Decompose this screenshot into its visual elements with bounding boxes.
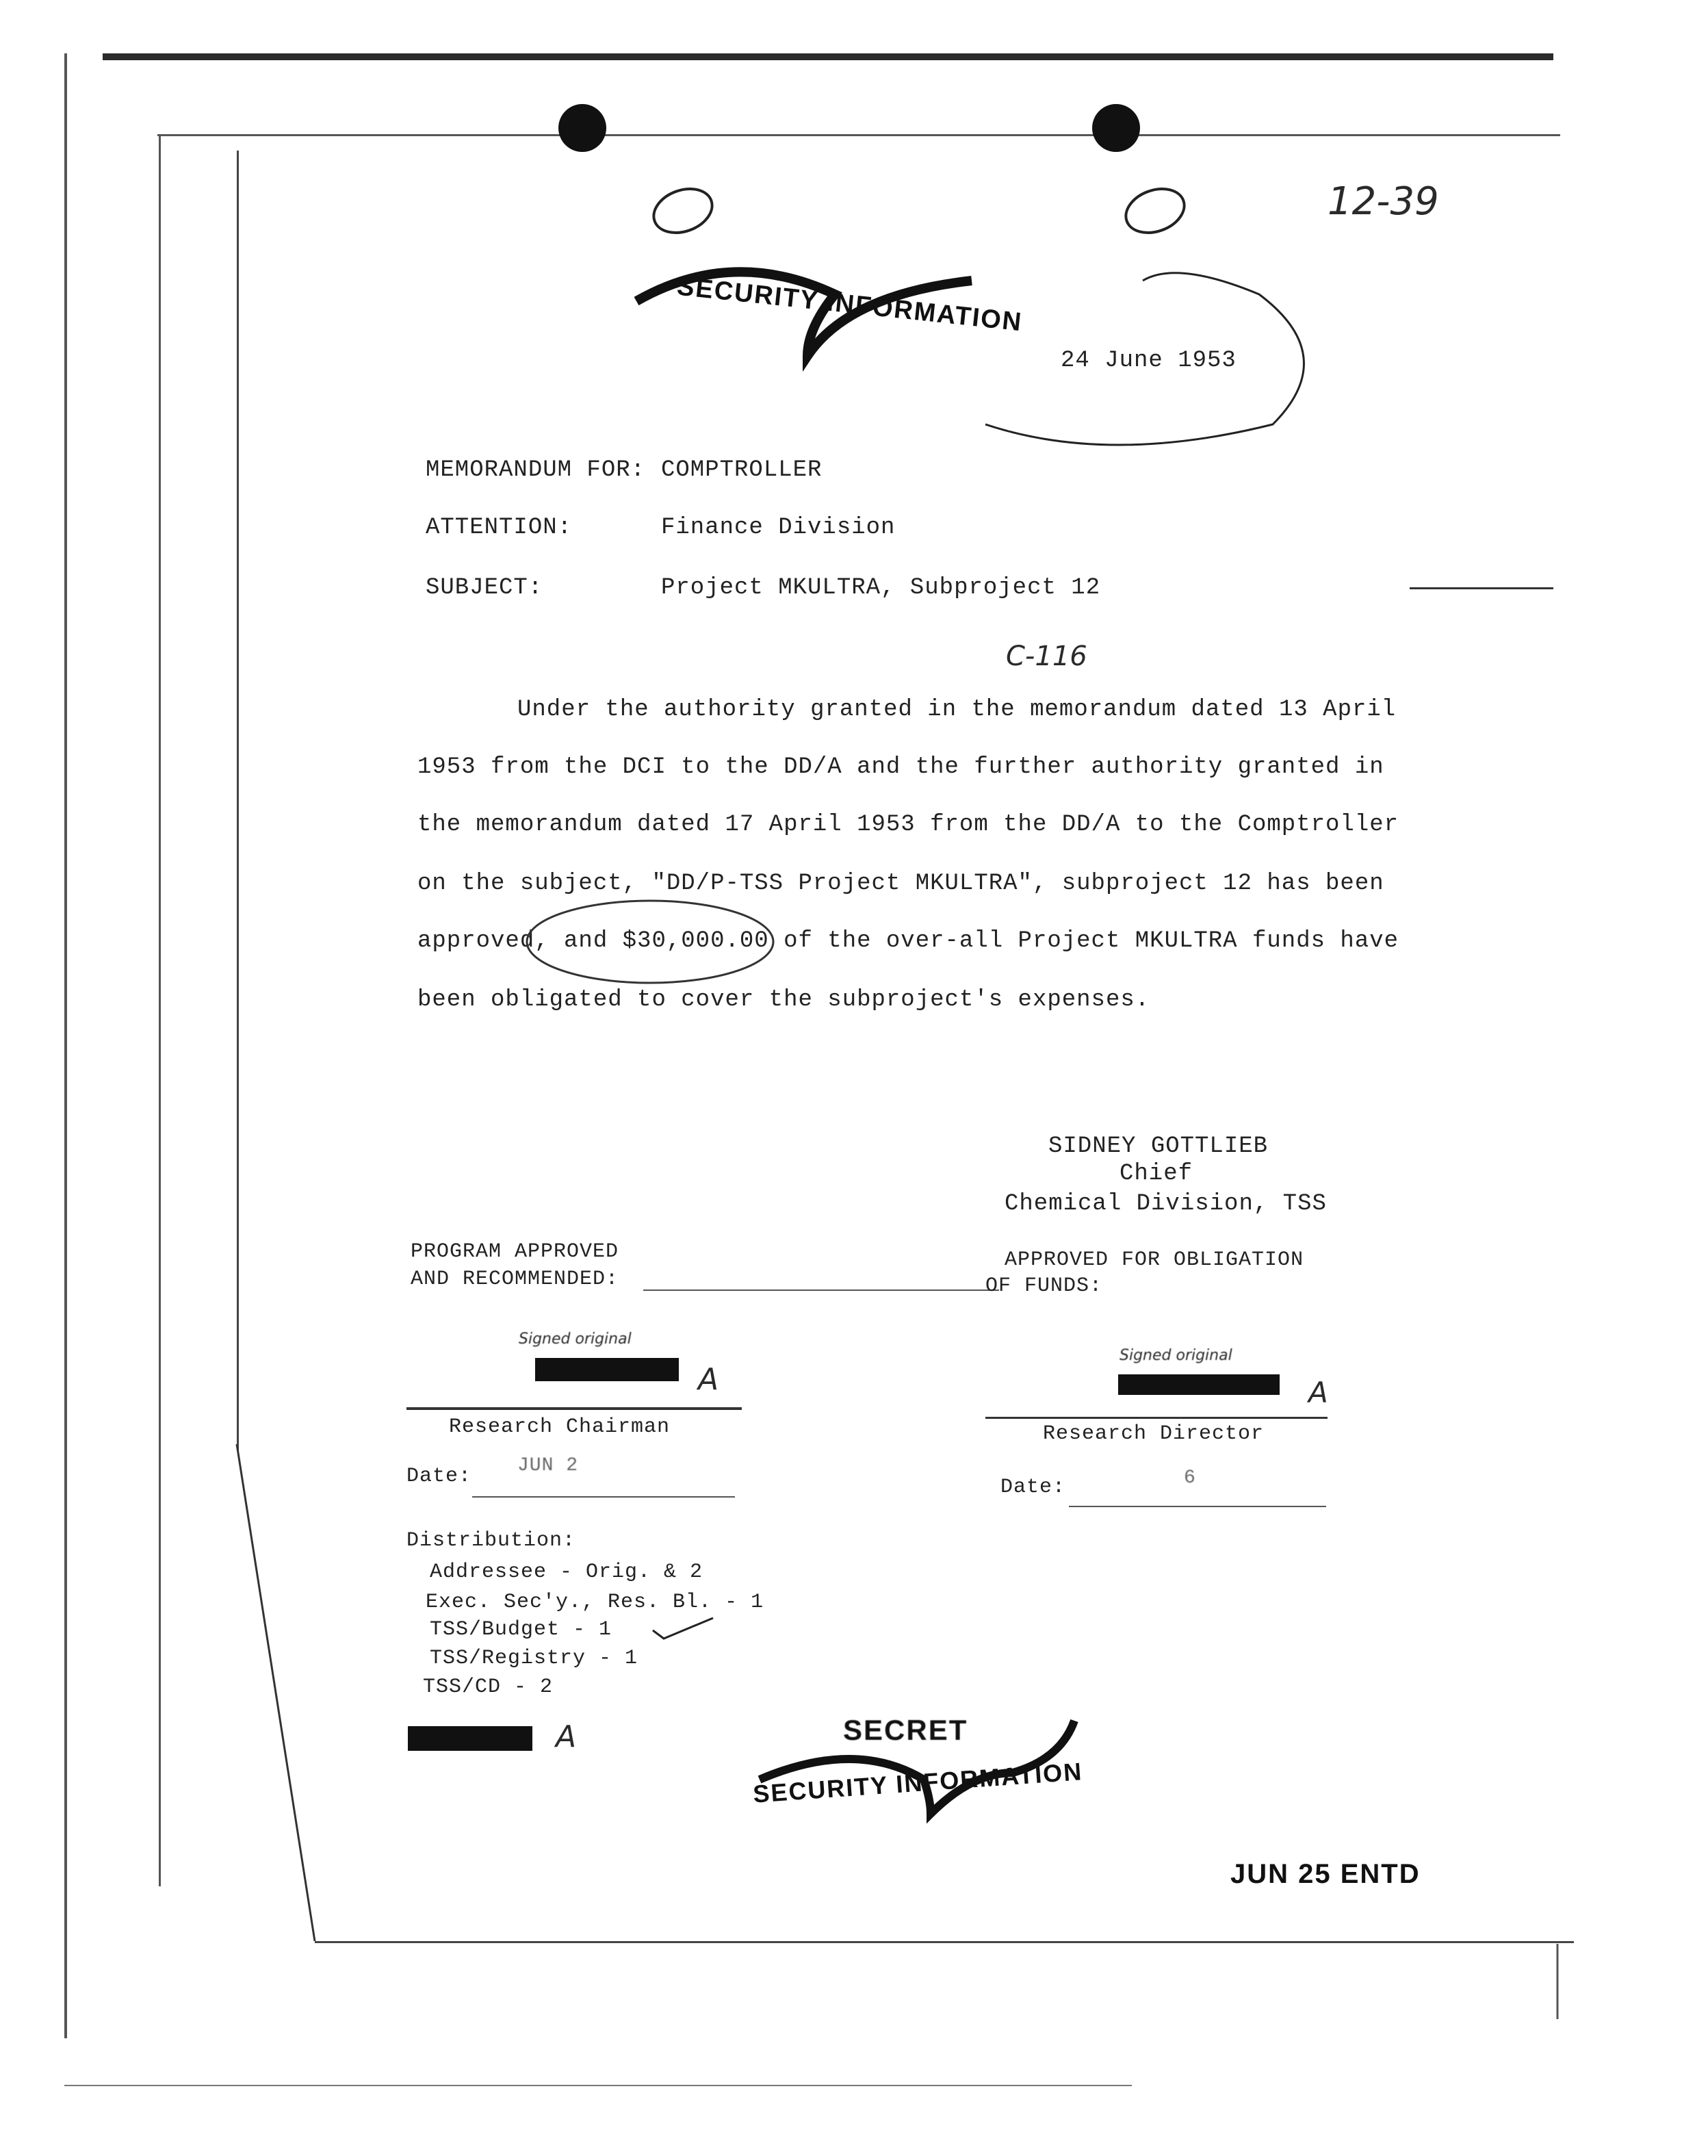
distribution-heading: Distribution: — [406, 1529, 576, 1552]
right-date-label: Date: — [1000, 1476, 1066, 1499]
right-redaction-block — [1118, 1374, 1280, 1395]
program-approved-label-2: AND RECOMMENDED: — [411, 1268, 619, 1291]
memorandum-for-label: MEMORANDUM FOR: — [426, 457, 646, 483]
bottom-redaction-block — [408, 1726, 532, 1751]
bottom-initial: A — [556, 1719, 577, 1754]
body-line-2: 1953 from the DCI to the DD/A and the further authority granted in — [417, 754, 1384, 780]
memo-date: 24 June 1953 — [1061, 348, 1237, 374]
distribution-item-2: Exec. Sec'y., Res. Bl. - 1 — [426, 1591, 764, 1614]
approved-obligation-label-1: APPROVED FOR OBLIGATION — [1005, 1248, 1304, 1272]
left-date-label: Date: — [406, 1465, 472, 1488]
research-chairman-label: Research Chairman — [449, 1415, 671, 1439]
body-line-6: been obligated to cover the subproject's expenses. — [417, 987, 1150, 1013]
body-line-1: Under the authority granted in the memorandum dated 13 April — [517, 697, 1397, 723]
body-line-5: approved, and $30,000.00 of the over-all Project MKULTRA funds have — [417, 928, 1399, 954]
approved-obligation-label-2: OF FUNDS: — [985, 1274, 1103, 1298]
punch-hole-left — [558, 104, 606, 152]
left-initial: A — [698, 1362, 719, 1397]
left-signed-note: Signed original — [519, 1331, 632, 1348]
memorandum-for-value: COMPTROLLER — [661, 457, 823, 483]
distribution-item-5: TSS/CD - 2 — [423, 1676, 554, 1699]
signer-name: SIDNEY GOTTLIEB — [1048, 1133, 1269, 1159]
right-signed-note: Signed original — [1120, 1347, 1232, 1364]
subject-label: SUBJECT: — [426, 575, 543, 601]
left-signature-rule — [406, 1407, 742, 1410]
left-date-value: JUN 2 — [517, 1455, 579, 1476]
distribution-check-mark — [650, 1615, 719, 1643]
subject-arrow-line — [1410, 587, 1553, 589]
margin-note-c116: C-116 — [1006, 641, 1087, 672]
left-redaction-block — [535, 1358, 679, 1381]
body-line-4: on the subject, "DD/P-TSS Project MKULTRA", subproject 12 has been — [417, 871, 1384, 897]
distribution-item-4: TSS/Registry - 1 — [430, 1647, 638, 1670]
right-initial: A — [1308, 1376, 1328, 1409]
right-date-line — [1069, 1506, 1326, 1507]
signer-division: Chemical Division, TSS — [1005, 1191, 1327, 1217]
signer-title: Chief — [1120, 1161, 1193, 1187]
program-approved-label-1: PROGRAM APPROVED — [411, 1240, 619, 1263]
right-date-value: 6 — [1184, 1467, 1196, 1489]
security-information-stamp-top: SECURITY INFORMATION — [675, 272, 1024, 337]
right-signature-rule — [985, 1417, 1328, 1419]
subject-value: Project MKULTRA, Subproject 12 — [661, 575, 1101, 601]
received-date-stamp: JUN 25 ENTD — [1230, 1859, 1421, 1889]
attention-value: Finance Division — [661, 515, 896, 541]
punch-hole-right — [1092, 104, 1140, 152]
left-date-line — [472, 1496, 735, 1498]
program-approved-signature-line — [643, 1289, 999, 1291]
paperclip-ring-left — [643, 179, 725, 248]
security-information-stamp-bottom: SECURITY INFORMATION — [752, 1757, 1084, 1808]
paperclip-ring-right — [1115, 179, 1198, 248]
attention-label: ATTENTION: — [426, 515, 573, 541]
handwritten-ref-number: 12-39 — [1328, 179, 1439, 224]
secret-stamp-bottom: SECRET — [843, 1714, 968, 1746]
distribution-item-1: Addressee - Orig. & 2 — [430, 1561, 703, 1584]
research-director-label: Research Director — [1043, 1422, 1265, 1446]
amount-circle — [520, 890, 794, 992]
distribution-item-3: TSS/Budget - 1 — [430, 1618, 612, 1641]
body-line-3: the memorandum dated 17 April 1953 from the DD/A to the Comptroller — [417, 812, 1399, 838]
